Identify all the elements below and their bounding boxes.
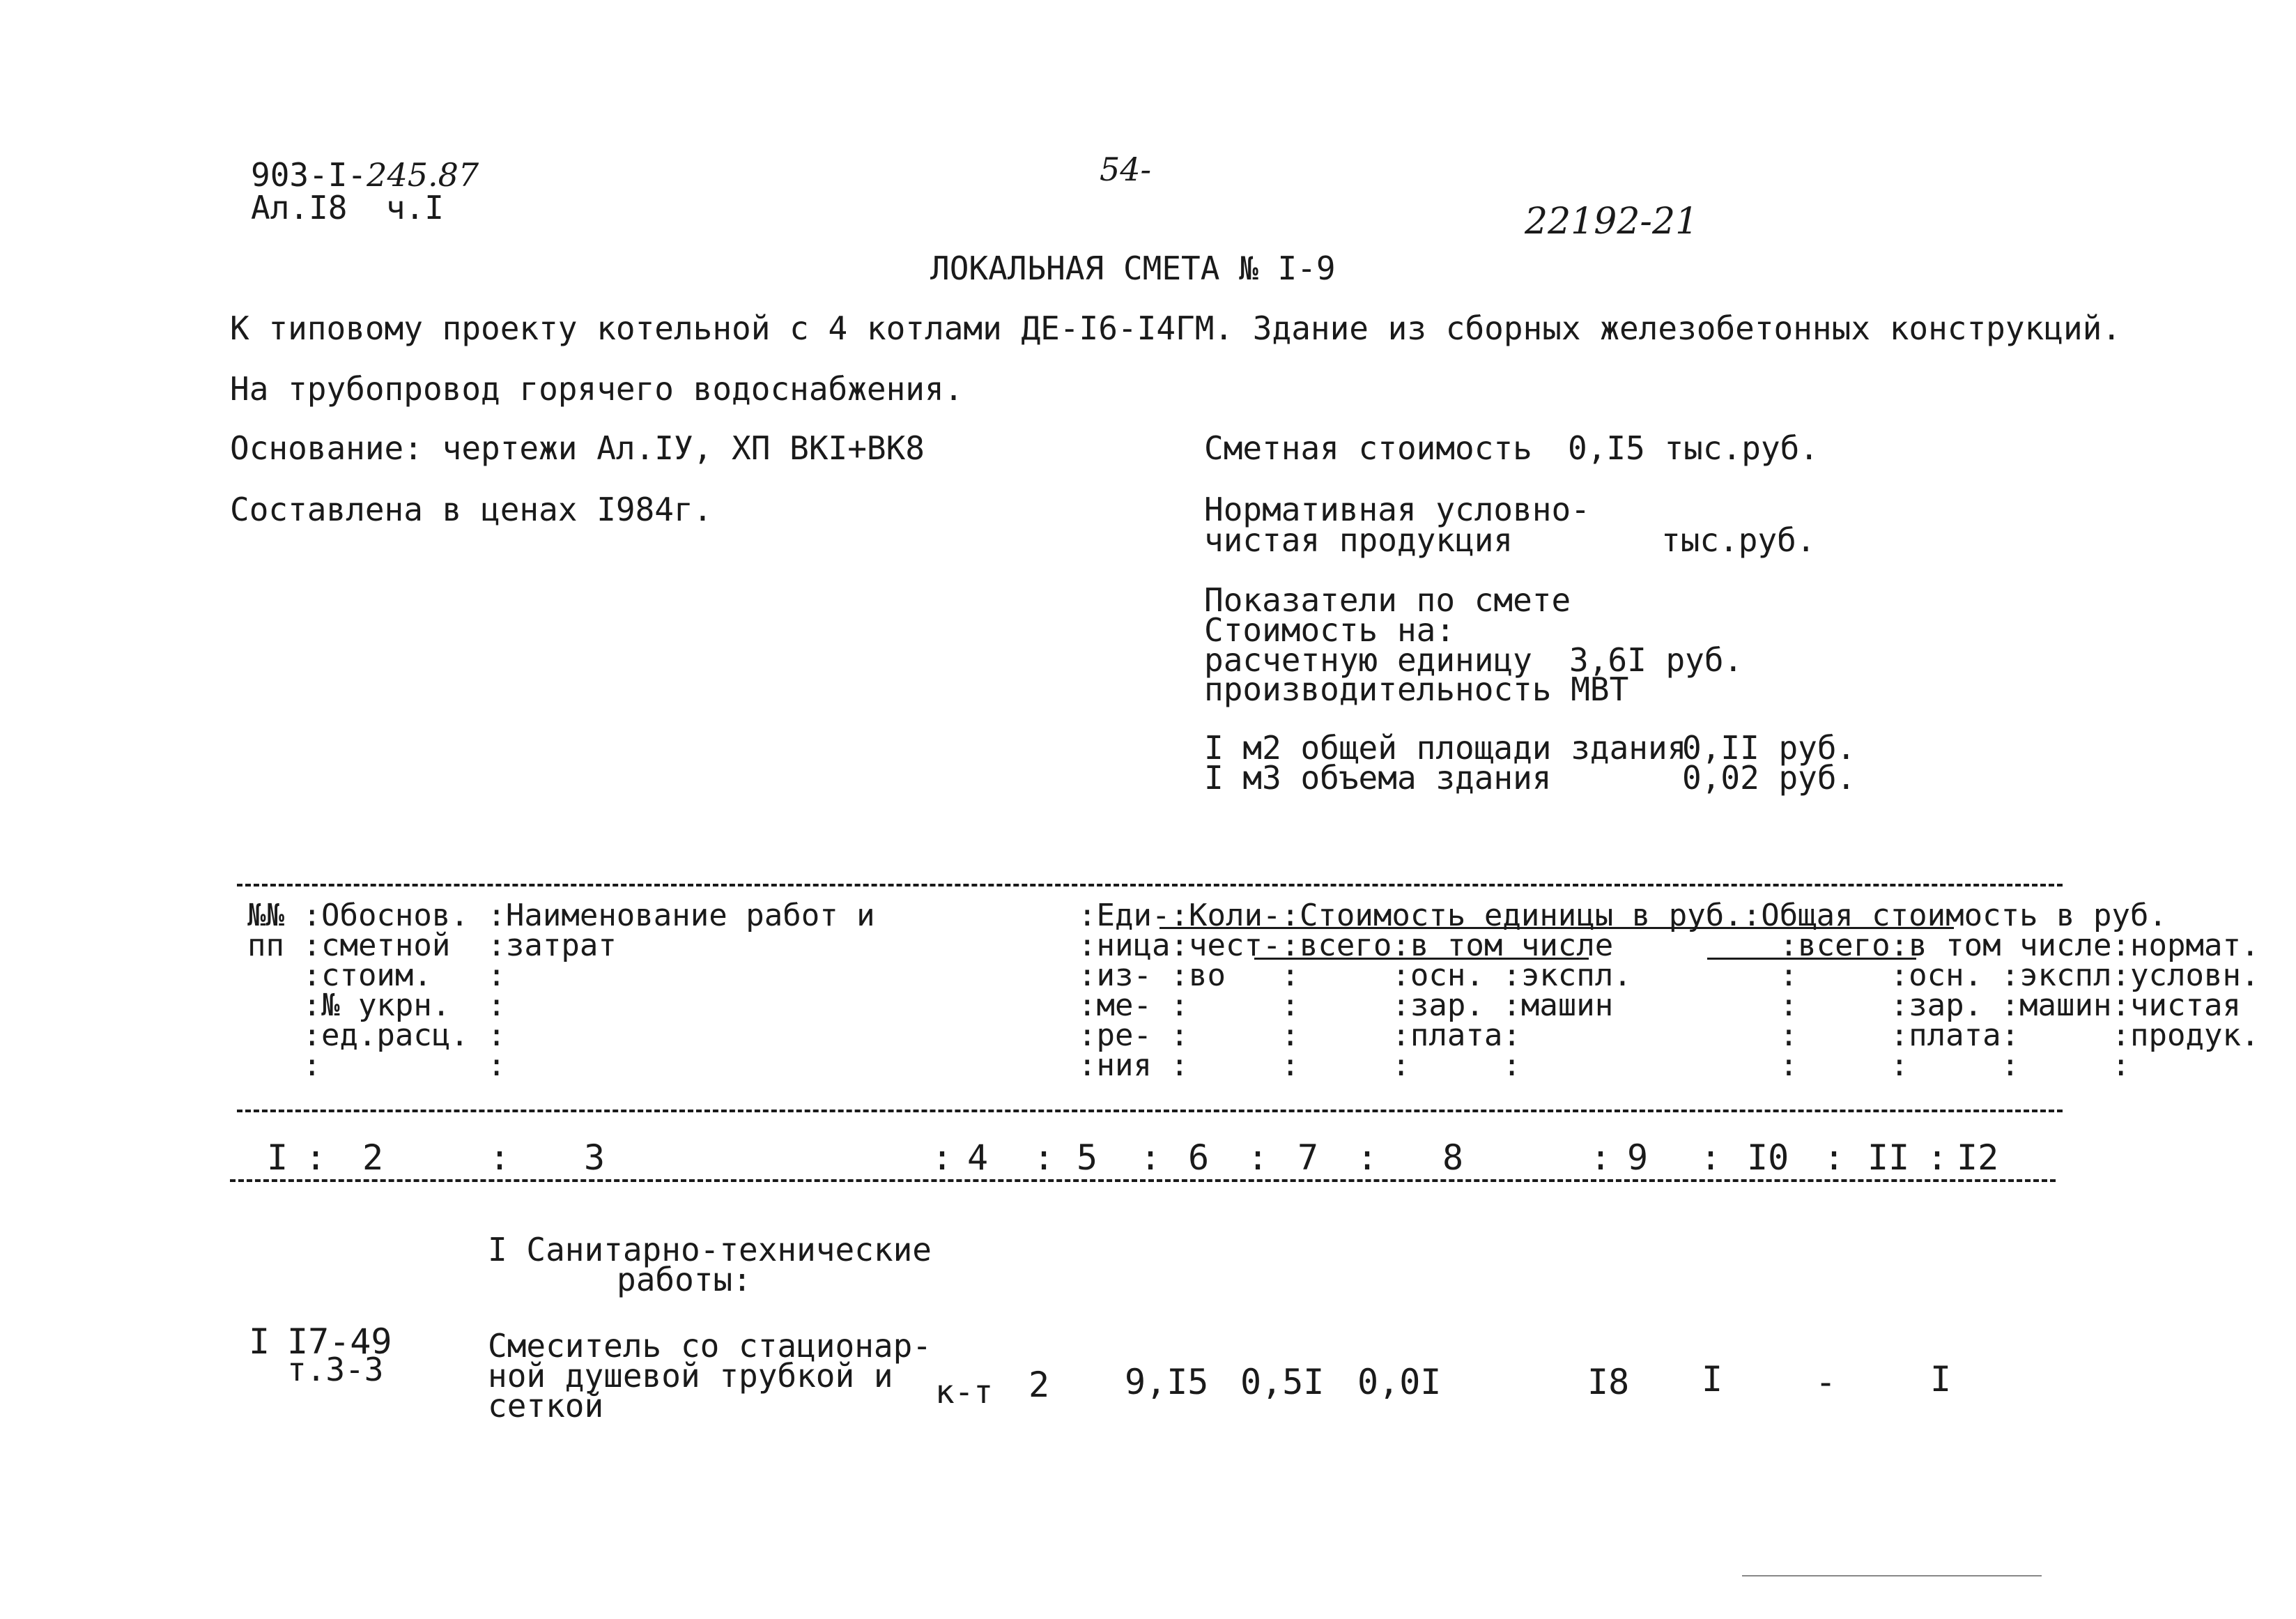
col-num: 7: [1297, 1137, 1319, 1178]
row-basis-1: I7-49: [287, 1321, 392, 1362]
row-unit-machine: 0,0I: [1357, 1362, 1442, 1402]
indicators-unit: расчетную единицу: [1204, 641, 1532, 679]
indicators-capacity: производительность МВТ: [1204, 670, 1629, 708]
area-label: I м2 общей площади здания: [1204, 729, 1687, 767]
header-underline-unit-incl: [1254, 958, 1589, 960]
column-numbers-row: [0, 1137, 2296, 1182]
row-total-machine: -: [1815, 1362, 1837, 1402]
estimated-cost-label: Сметная стоимость: [1204, 429, 1532, 467]
header-underline-cost: [1159, 927, 1954, 929]
bottom-faint-rule: [1742, 1575, 2042, 1576]
album-ref: Ал.I8 ч.I: [251, 189, 444, 227]
row-unit: к-т: [935, 1373, 994, 1411]
area-value: 0,II руб.: [1682, 729, 1856, 767]
col-num: I: [267, 1137, 288, 1178]
row-total: I8: [1587, 1362, 1630, 1402]
section-title-line-1: I Санитарно-технические: [488, 1231, 932, 1268]
estimated-cost-value: 0,I5 тыс.руб.: [1568, 429, 1819, 467]
row-number: I: [249, 1321, 270, 1362]
col-num: 4: [967, 1137, 989, 1178]
header-line-6: : : :ния : : : : : : : :: [247, 1048, 2131, 1083]
table-header-rule: [237, 1110, 2063, 1112]
header-line-5: :ед.расц. : :ре- : : :плата: : :плата: :продук.: [247, 1018, 2260, 1053]
col-num: 3: [584, 1137, 606, 1178]
normative-label-1: Нормативная условно-: [1204, 491, 1590, 528]
col-separator: :: [1247, 1137, 1269, 1178]
stamp-number: 22192-21: [1525, 201, 1699, 243]
col-separator: :: [305, 1137, 327, 1178]
normative-label-2: чистая продукция: [1204, 521, 1513, 559]
col-num: II: [1867, 1137, 1910, 1178]
col-separator: :: [489, 1137, 511, 1178]
col-num: 2: [362, 1137, 384, 1178]
col-num: I0: [1747, 1137, 1789, 1178]
col-separator: :: [1700, 1137, 1722, 1178]
row-name-3: сеткой: [488, 1387, 604, 1425]
col-num: 8: [1442, 1137, 1464, 1178]
column-numbers-rule: [230, 1179, 2056, 1182]
col-separator: :: [1033, 1137, 1055, 1178]
col-separator: :: [1140, 1137, 1162, 1178]
page-title: ЛОКАЛЬНАЯ СМЕТА № I-9: [930, 250, 1336, 287]
unit-cost-value: 3,6I руб.: [1569, 641, 1743, 679]
indicators-title: Показатели по смете: [1204, 581, 1571, 619]
volume-label: I м3 объема здания: [1204, 759, 1552, 797]
col-separator: :: [1590, 1137, 1612, 1178]
row-unit-total: 9,I5: [1125, 1362, 1209, 1402]
price-year: Составлена в ценах I984г.: [230, 491, 713, 528]
header-line-3: :стоим. : :из- :во : :осн. :экспл. : :осн. :экспл:условн.: [247, 958, 2260, 993]
row-basis-2: т.3-3: [287, 1351, 384, 1388]
basis-drawings: Основание: чертежи Ал.IУ, ХП ВКI+ВК8: [230, 429, 925, 467]
page-number: 54-: [1100, 151, 1152, 188]
header-line-4: :№ укрн. : :ме- : : :зар. :машин : :зар. :машин:чистая: [247, 988, 2241, 1023]
col-separator: :: [1927, 1137, 1948, 1178]
col-num: 6: [1188, 1137, 1210, 1178]
col-separator: :: [1357, 1137, 1378, 1178]
col-num: 9: [1627, 1137, 1649, 1178]
table-row: [0, 1321, 2296, 1429]
project-description: К типовому проекту котельной с 4 котлами ДЕ-I6-I4ГМ. Здание из сборных железобетонных конструкций.: [230, 309, 2122, 347]
col-separator: :: [932, 1137, 953, 1178]
header-line-2: пп :сметной :затрат :ница:чест-:всего:в том числе :всего:в том числе:нормат.: [247, 928, 2260, 963]
row-unit-wage: 0,5I: [1240, 1362, 1325, 1402]
col-num: I2: [1957, 1137, 1999, 1178]
table-top-rule: [237, 884, 2063, 887]
section-title-line-2: работы:: [617, 1261, 752, 1298]
row-name-2: ной душевой трубкой и: [488, 1357, 893, 1395]
volume-value: 0,02 руб.: [1682, 759, 1856, 797]
col-separator: :: [1824, 1137, 1845, 1178]
pipeline-description: На трубопровод горячего водоснабжения.: [230, 370, 964, 408]
indicators-cost-on: Стоимость на:: [1204, 611, 1456, 649]
row-normative: I: [1930, 1359, 1952, 1399]
row-name-1: Смеситель со стационар-: [488, 1327, 932, 1365]
normative-unit: тыс.руб.: [1661, 521, 1816, 559]
row-quantity: 2: [1028, 1365, 1050, 1405]
doc-code-handwritten: 245.87: [367, 156, 479, 194]
col-num: 5: [1077, 1137, 1098, 1178]
header-underline-total-incl: [1707, 958, 1916, 960]
header-line-1: №№ :Обоснов. :Наименование работ и :Еди-:Коли-:Стоимость единицы в руб.:Общая стоимость в руб.: [247, 898, 2167, 933]
doc-code: 903-I-245.87: [251, 156, 479, 194]
row-total-wage: I: [1702, 1359, 1723, 1399]
